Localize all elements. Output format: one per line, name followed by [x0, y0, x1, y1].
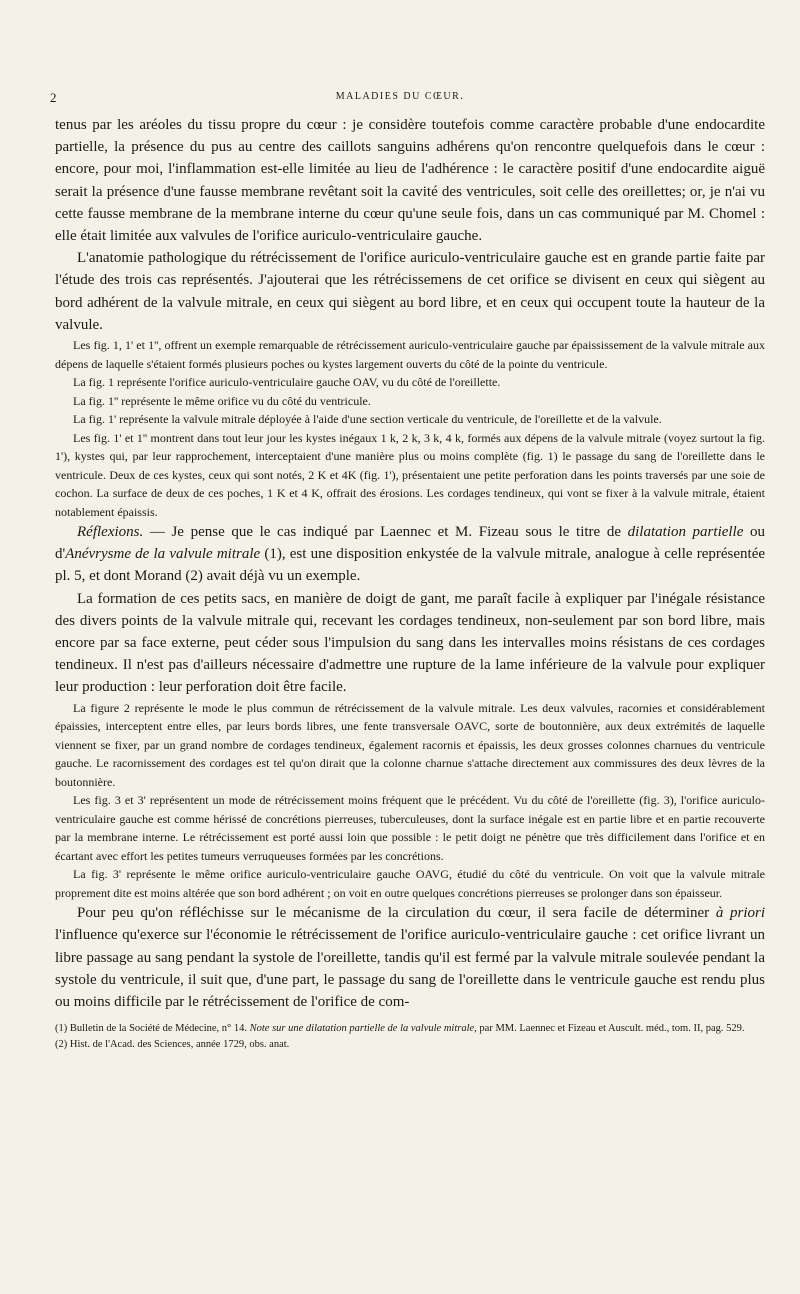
page-header [0, 90, 800, 110]
figure-description: La fig. 1'' représente le même orifice vu du côté du ventricule. [73, 393, 371, 408]
text-run: , par MM. Laennec et Fizeau et Auscult. méd., tom. II, pag. 529. [474, 1023, 745, 1035]
figure-description: La fig. 1' représente la valvule mitrale déployée à l'aide d'une section verticale du ventricule, de l'oreillette et de la valvule. [73, 412, 662, 427]
reflexions-label: Réflexions. [77, 524, 144, 541]
page-number: 2 [50, 90, 57, 105]
footnotes [55, 1021, 765, 1053]
text-run: ou d' [55, 524, 766, 563]
figure-description: Les fig. 1, 1' et 1'', offrent un exemple remarquable de rétrécissement auriculo-ventriculaire gauche par épaississement de la valvule mitrale aux dépens de laquelle s'étaient formés plusieurs poches ou kystes largement ouverts du côté de la pointe du ventricule. [55, 338, 765, 371]
paragraph-reflexions [55, 521, 765, 588]
text-run: (1), est une disposition enkystée de la valvule mitrale, analogue à celle représentée pl. 5, et dont Morand (2) avait déjà vu un exemple. [55, 546, 766, 585]
paragraph: L'anatomie pathologique du rétrécissement de l'orifice auriculo-ventriculaire gauche est en grande partie faite par l'étude des trois cas représentés. J'ajouterai que les rétrécissemens de cet orifice se divisent en ceux qui siègent au bord adhérent de la valvule mitrale, en ceux qui siègent au bord libre, et en ceux qui occupent toute la hauteur de la valvule. [55, 250, 765, 333]
paragraph [55, 902, 765, 1013]
text-run: Pour peu qu'on réfléchisse sur le mécanisme de la circulation du cœur, il sera facile de déterminer [77, 905, 716, 922]
footnote: (2) Hist. de l'Acad. des Sciences, année 1729, obs. anat. [55, 1039, 290, 1051]
figure-description: Les fig. 1' et 1'' montrent dans tout leur jour les kystes inégaux 1 k, 2 k, 3 k, 4 k, formés aux dépens de la valvule mitrale (voyez surtout la fig. 1'), kystes qui, par leur rapprochement, interceptaient d'une manière plus ou moins complète (fig. 1) le passage du sang de l'oreillette dans le ventricule. Deux de ces kystes, ceux qui sont notés, 2 K et 4K (fig. 1'), présentaient une petite perforation dans les points traversés par une soie de cochon. La surface de deux de ces poches, 1 K et 4 K, offrait des érosions. Les cordages tendineux, qui vont se fixer à la valvule mitrale, étaient notablement épaissis. [55, 430, 765, 519]
italic-term: dilatation partielle [627, 524, 744, 541]
figure-description: La figure 2 représente le mode le plus commun de rétrécissement de la valvule mitrale. Les deux valvules, racornies et considérablement épaissies, interceptent entre elles, par leurs bords libres, une fente transversale OAVC, sorte de boutonnière, aux deux extrémités de laquelle viennent se fixer, par un grand nombre de cordages tendineux, également racornis et épaissis, les deux grosses colonnes charnues du ventricule gauche. Le racornissement des cordages est tel qu'on dirait que la colonne charnue s'attache directement aux commissures des deux lèvres de la boutonnière. [55, 700, 765, 789]
figure-description: Les fig. 3 et 3' représentent un mode de rétrécissement moins fréquent que le précédent. Vu du côté de l'oreillette (fig. 3), l'orifice auriculo-ventriculaire gauche est comme hérissé de concrétions pierreuses, tuberculeuses, dont la surface inégale est en partie libre et en partie recouverte par la membrane interne. Le rétrécissement est porté aussi loin que possible : le petit doigt ne pénètre que très difficilement dans l'orifice et en écartant avec effort les petites tumeurs verruqueuses formées par les concrétions. [55, 793, 765, 863]
figure-description: La fig. 3' représente le même orifice auriculo-ventriculaire gauche OAVG, étudié du côté du ventricule. On voit que la valvule mitrale proprement dite est moins altérée que son bord adhérent ; on voit en outre quelques concrétions pierreuses se prolonger dans son épaisseur. [55, 867, 765, 900]
page-body [55, 114, 765, 1053]
text-run: — Je pense que le cas indiqué par Laennec et M. Fizeau sous le titre de [143, 524, 628, 541]
paragraph: tenus par les aréoles du tissu propre du cœur : je considère toutefois comme caractère probable d'une endocardite partielle, la présence du pus au centre des caillots sanguins adhérens qu'on rencontre quelquefois dans le cœur : encore, pour moi, l'inflammation est-elle limitée au lieu de l'adhérence : le caractère positif d'une endocardite aiguë serait la présence d'une fausse membrane revêtant soit la cavité des ventricules, soit celle des oreillettes; or, je n'ai vu cette fausse membrane de la membrane interne du cœur qu'une seule fois, dans un cas communiqué par M. Chomel : elle était limitée aux valvules de l'orifice auriculo-ventriculaire gauche. [55, 117, 765, 245]
paragraph: La formation de ces petits sacs, en manière de doigt de gant, me paraît facile à expliquer par l'inégale résistance des divers points de la valvule mitrale qui, recevant les cordages tendineux, non-seulement par son bord libre, mais encore par sa face externe, peut céder sous l'impulsion du sang dans les intervalles moins résistans de ces cordages tendineux. Il n'est pas d'ailleurs nécessaire d'admettre une rupture de la lame inférieure de la valvule pour expliquer leur production : leur perforation doit être facile. [55, 590, 765, 696]
text-run: l'influence qu'exerce sur l'économie le rétrécissement de l'orifice auriculo-ventriculaire gauche : cet orifice livrant un libre passage au sang pendant la systole de l'oreillette, tandis qu'il est fermé par la valvule mitrale soulevée pendant la systole du ventricule, il suit que, d'une part, le passage du sang de l'oreillette dans le ventricule gauche est rendu plus ou moins difficile par le rétrécissement de l'orifice de com- [55, 927, 765, 1010]
italic-term: Anévrysme de la valvule mitrale [65, 546, 261, 563]
italic-term: Note sur une dilatation partielle de la valvule mitrale [249, 1023, 475, 1035]
running-head: MALADIES DU CŒUR. [335, 91, 465, 102]
text-run: (1) Bulletin de la Société de Médecine, n° 14. [55, 1023, 250, 1035]
footnote [55, 1021, 765, 1037]
figure-description: La fig. 1 représente l'orifice auriculo-ventriculaire gauche OAV, vu du côté de l'oreillette. [73, 375, 501, 390]
italic-term: à priori [715, 905, 765, 922]
